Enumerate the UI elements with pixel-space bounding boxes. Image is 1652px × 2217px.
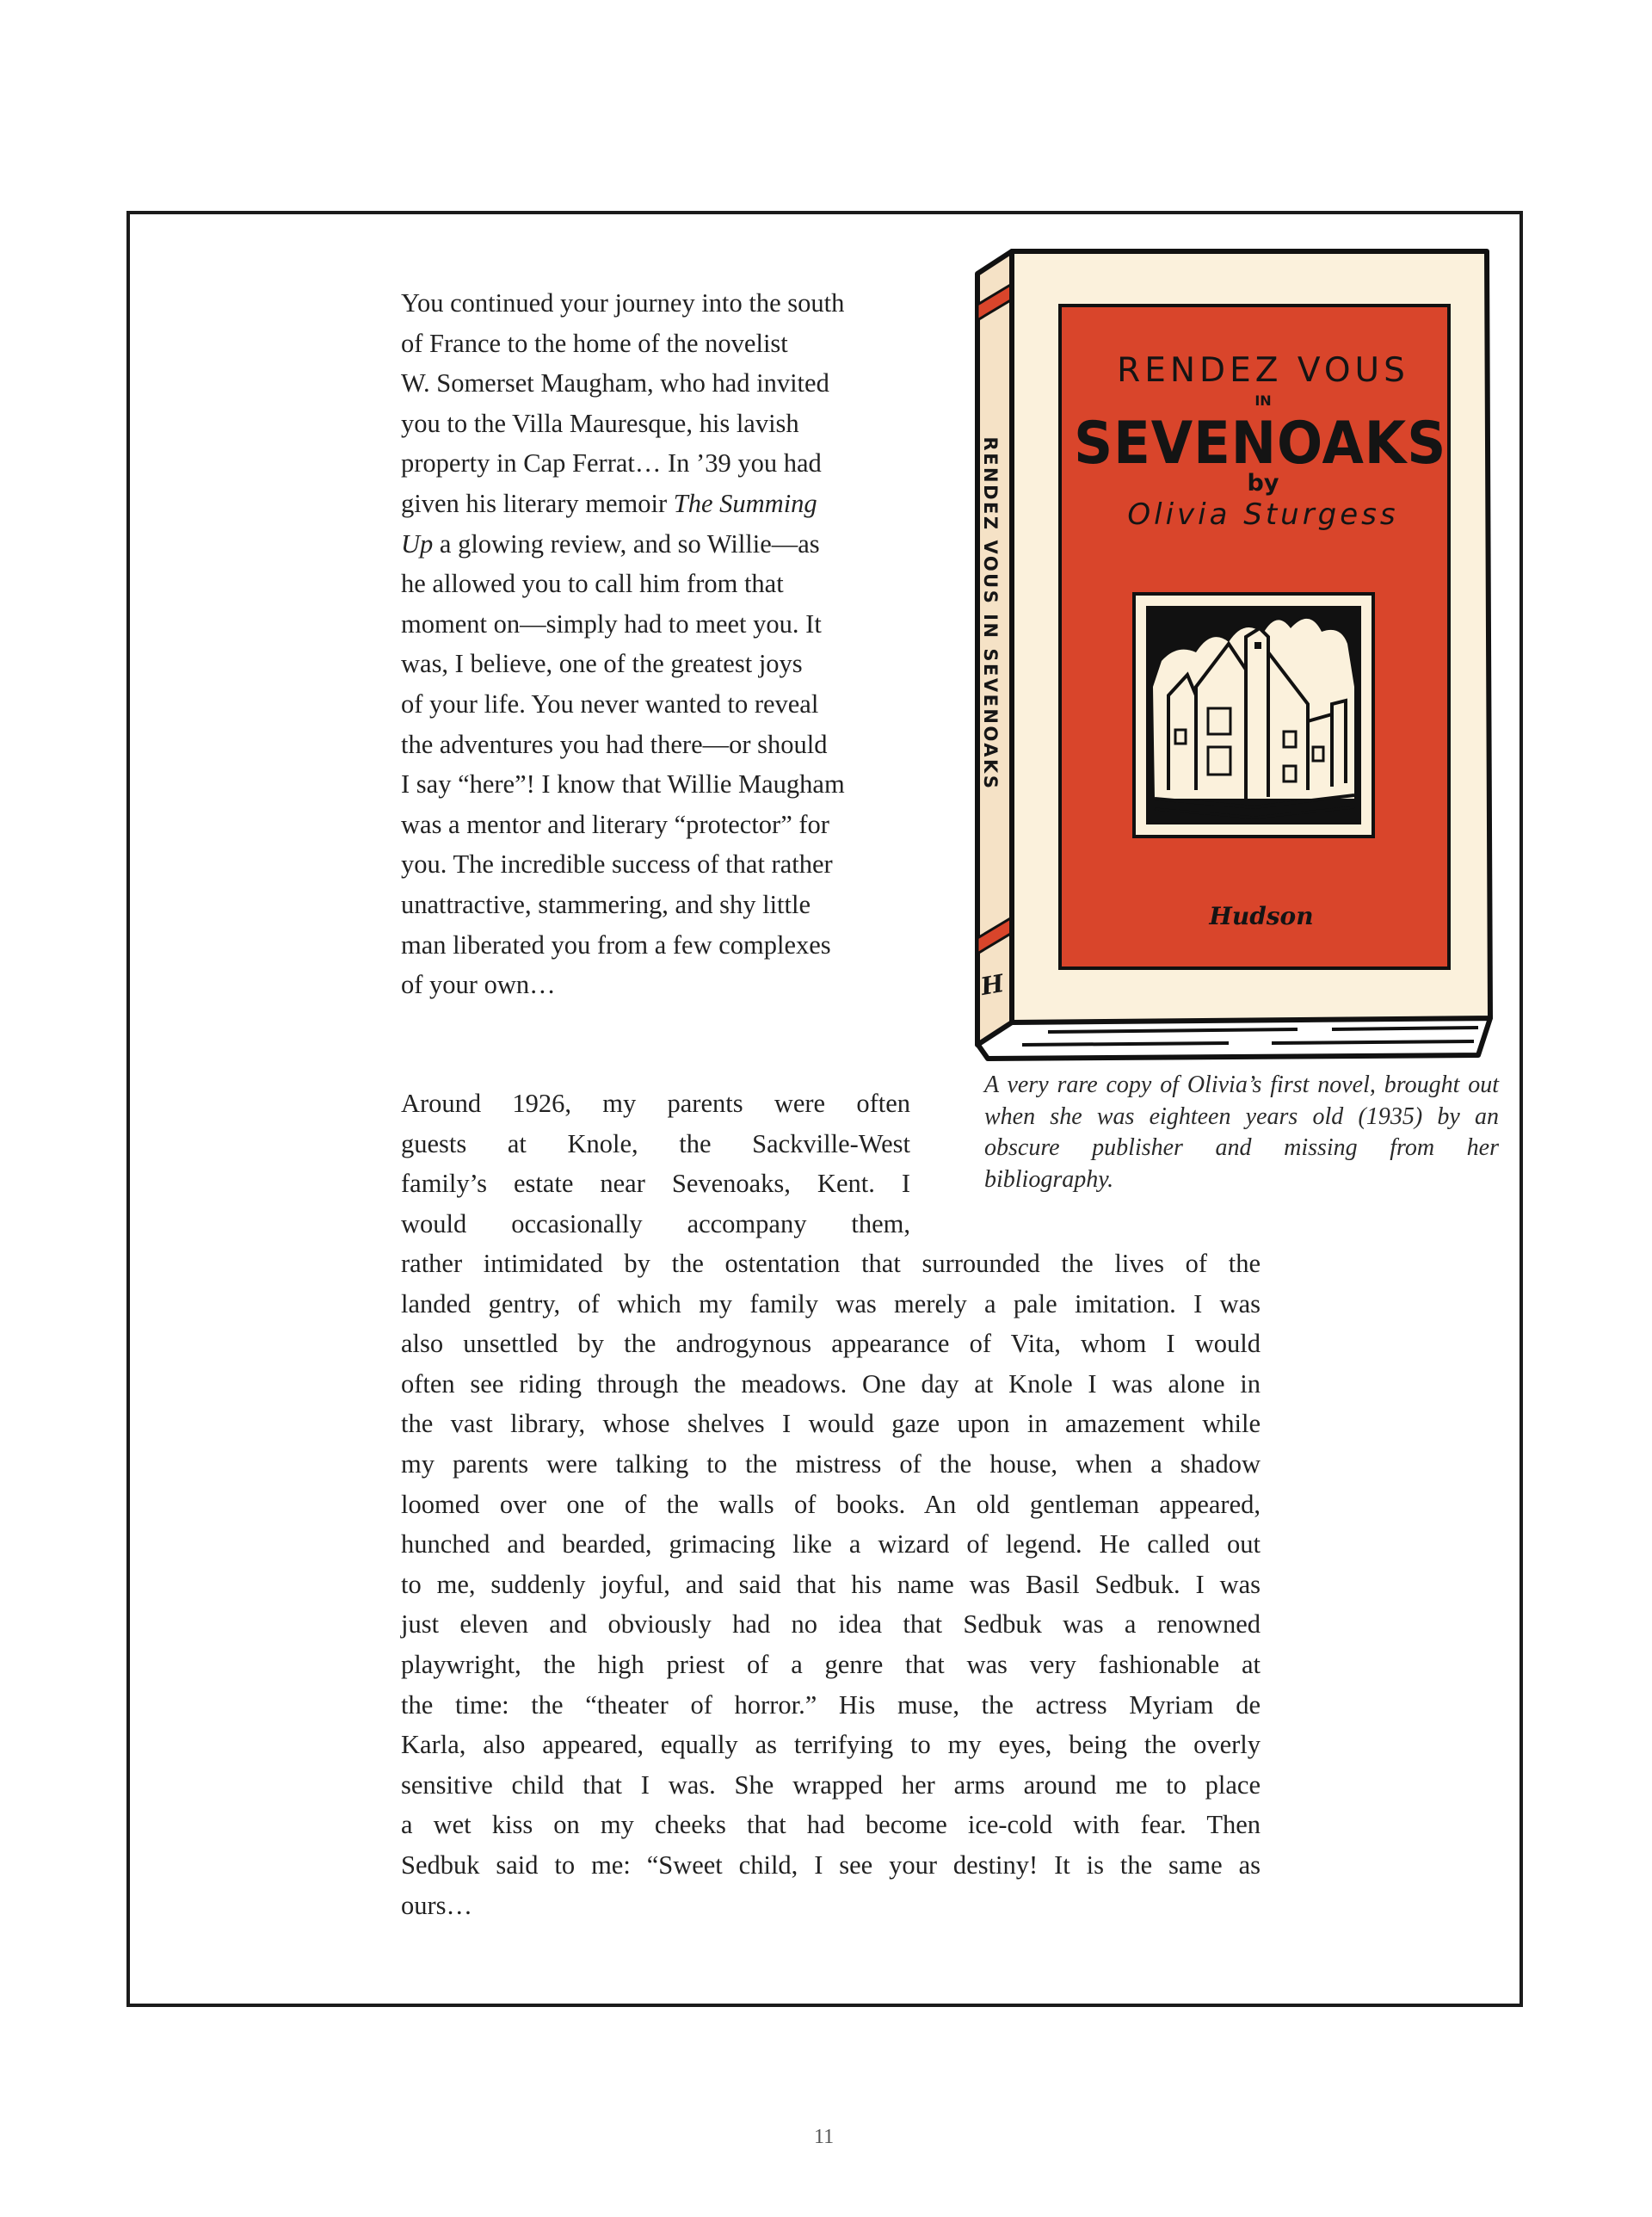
book-title-italic: Up	[401, 528, 434, 559]
text-fragment: given his literary memoir	[401, 488, 674, 518]
text-line: the adventures you had there—or should	[401, 729, 828, 759]
book-illustration	[971, 239, 1504, 1065]
cover-title-line2: SEVENOAKS	[1074, 410, 1447, 478]
text-line: ours…	[401, 1890, 473, 1920]
text-line: the time: the “theater of horror.” His muse, the actress Myriam de	[401, 1689, 1261, 1720]
text-line	[401, 484, 910, 524]
text-line: moment on—simply had to meet you. It	[401, 608, 822, 639]
text-line: of your own…	[401, 970, 556, 1000]
text-line: my parents were talking to the mistress of the house, when a shadow	[401, 1448, 1261, 1479]
paragraph-maugham	[401, 283, 910, 1005]
text-line: unattractive, stammering, and shy little	[401, 889, 811, 919]
text-line: rather intimidated by the ostentation that surrounded the lives of the	[401, 1249, 1261, 1278]
text-line: often see riding through the meadows. One day at Knole I was alone in	[401, 1368, 1261, 1399]
text-line: You continued your journey into the south	[401, 288, 845, 318]
text-line: sensitive child that I was. She wrapped her arms around me to place	[401, 1769, 1261, 1800]
book-caption: A very rare copy of Olivia’s first novel, brought out when she was eighteen years old (1935) by an obscure publisher and missing from her bibliography.	[984, 1071, 1499, 1193]
text-line: guests at Knole, the Sackville-West	[401, 1128, 910, 1158]
cover-publisher: Hudson	[1209, 902, 1314, 930]
text-line: was a mentor and literary “protector” for	[401, 809, 829, 839]
text-line: a wet kiss on my cheeks that had become ice-cold with fear. Then	[401, 1810, 1261, 1840]
text-line: landed gentry, of which my family was merely a pale imitation. I was	[401, 1288, 1261, 1318]
spine-title	[977, 435, 1003, 792]
cover-author: Olivia Sturgess	[1127, 497, 1399, 532]
paragraph-knole-intro	[401, 1084, 910, 1244]
book-title-italic: The Summing	[673, 488, 817, 518]
text-line: was, I believe, one of the greatest joys	[401, 649, 803, 679]
text-line: W. Somerset Maugham, who had invited	[401, 368, 829, 398]
spine-monogram-icon: H	[978, 968, 1007, 1002]
text-line: family’s estate near Sevenoaks, Kent. I	[401, 1169, 910, 1199]
text-line: also unsettled by the androgynous appearance of Vita, whom I would	[401, 1329, 1261, 1359]
text-line: would occasionally accompany them,	[401, 1208, 910, 1238]
spine-title-text: RENDEZ VOUS IN SEVENOAKS	[980, 436, 1001, 790]
text-line: hunched and bearded, grimacing like a wizard of legend. He called out	[401, 1529, 1261, 1559]
text-line: just eleven and obviously had no idea that Sedbuk was a renowned	[401, 1609, 1261, 1640]
text-line: you. The incredible success of that rather	[401, 849, 833, 880]
text-line: I say “here”! I know that Willie Maugham	[401, 769, 845, 800]
cover-by: by	[1247, 470, 1279, 497]
paragraph-knole-body	[401, 1244, 1261, 1925]
text-line: the vast library, whose shelves I would gaze upon in amazement while	[401, 1409, 1261, 1439]
text-line: you to the Villa Mauresque, his lavish	[401, 408, 799, 438]
text-line: of your life. You never wanted to reveal	[401, 689, 819, 719]
text-line: he allowed you to call him from that	[401, 569, 784, 599]
text-line: man liberated you from a few complexes	[401, 929, 831, 960]
page-number: 11	[814, 2126, 835, 2148]
text-line: property in Cap Ferrat… In ’39 you had	[401, 448, 822, 479]
cover-title-in: IN	[1254, 392, 1272, 409]
cover-title-line1: RENDEZ VOUS	[1117, 351, 1409, 390]
text-line: Around 1926, my parents were often	[401, 1089, 910, 1118]
text-fragment: a glowing review, and so Willie—as	[439, 528, 820, 559]
text-line: of France to the home of the novelist	[401, 328, 788, 358]
text-line: Sedbuk said to me: “Sweet child, I see your destiny! It is the same as	[401, 1850, 1261, 1880]
text-line: to me, suddenly joyful, and said that his name was Basil Sedbuk. I was	[401, 1569, 1261, 1599]
text-line: loomed over one of the walls of books. An old gentleman appeared,	[401, 1489, 1261, 1519]
text-line	[401, 524, 910, 565]
text-line: playwright, the high priest of a genre that was very fashionable at	[401, 1649, 1261, 1679]
text-line: Karla, also appeared, equally as terrifying to my eyes, being the overly	[401, 1730, 1261, 1760]
